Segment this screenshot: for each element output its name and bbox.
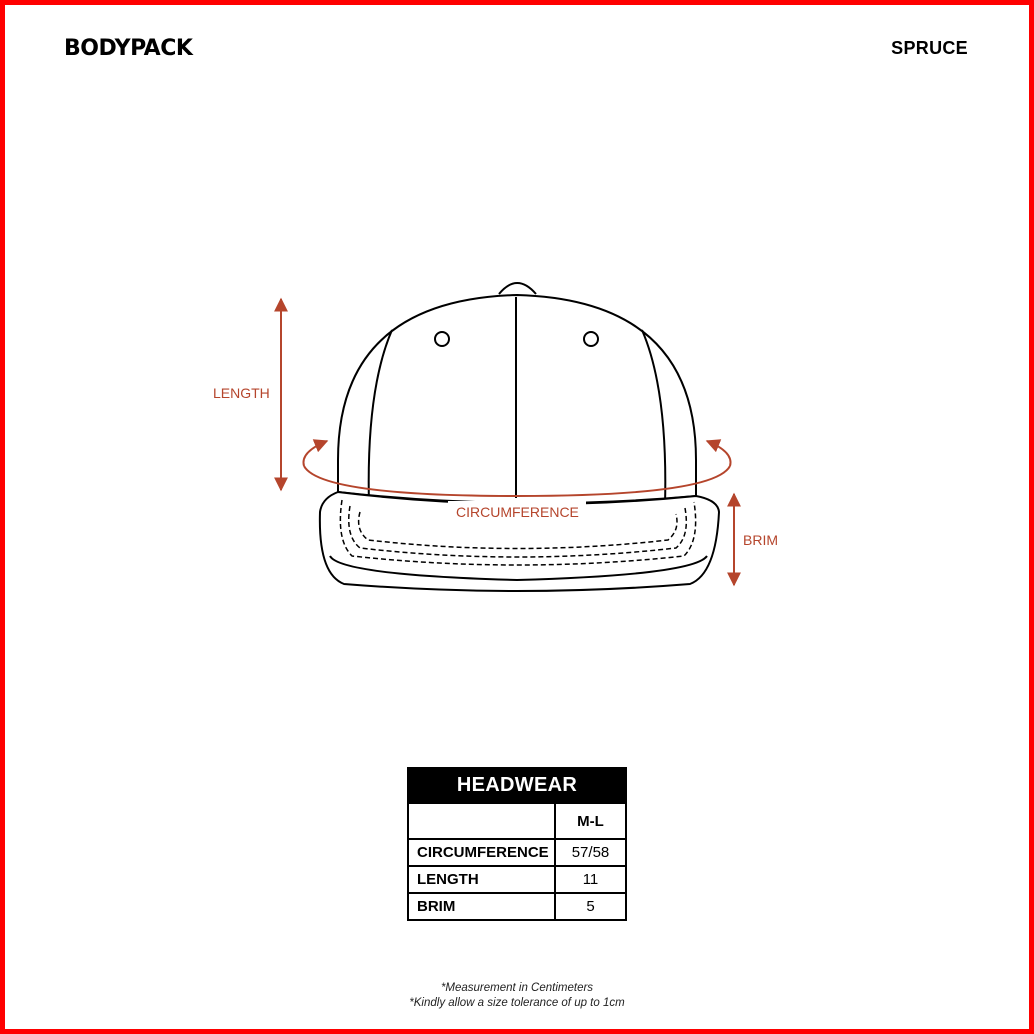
row-label-brim: BRIM bbox=[408, 893, 555, 920]
size-column-header: M-L bbox=[555, 803, 626, 839]
size-chart-title: HEADWEAR bbox=[408, 768, 626, 803]
circumference-label: CIRCUMFERENCE bbox=[456, 504, 579, 520]
row-value-length: 11 bbox=[555, 866, 626, 893]
table-row bbox=[408, 893, 626, 920]
row-label-length: LENGTH bbox=[408, 866, 555, 893]
cap-button bbox=[499, 283, 536, 294]
right-eyelet bbox=[584, 332, 598, 346]
measurement-notes bbox=[0, 981, 1034, 1011]
circumference-arrow-back-left bbox=[303, 441, 327, 466]
table-row bbox=[408, 839, 626, 866]
brand-logo: BODYPACK bbox=[64, 36, 193, 61]
size-chart-empty-header bbox=[408, 803, 555, 839]
note-units: *Measurement in Centimeters bbox=[440, 982, 594, 994]
left-eyelet bbox=[435, 332, 449, 346]
cap-illustration bbox=[320, 283, 719, 591]
length-label: LENGTH bbox=[213, 385, 270, 401]
product-name: SPRUCE bbox=[891, 38, 968, 58]
brim-label: BRIM bbox=[743, 532, 778, 548]
note-tolerance: *Kindly allow a size tolerance of up to 1cm bbox=[409, 997, 625, 1009]
row-value-circumference: 57/58 bbox=[555, 839, 626, 866]
table-row bbox=[408, 866, 626, 893]
size-chart-table bbox=[407, 767, 627, 921]
row-value-brim: 5 bbox=[555, 893, 626, 920]
row-label-circumference: CIRCUMFERENCE bbox=[408, 839, 555, 866]
circumference-arrow-back-right bbox=[707, 441, 731, 466]
